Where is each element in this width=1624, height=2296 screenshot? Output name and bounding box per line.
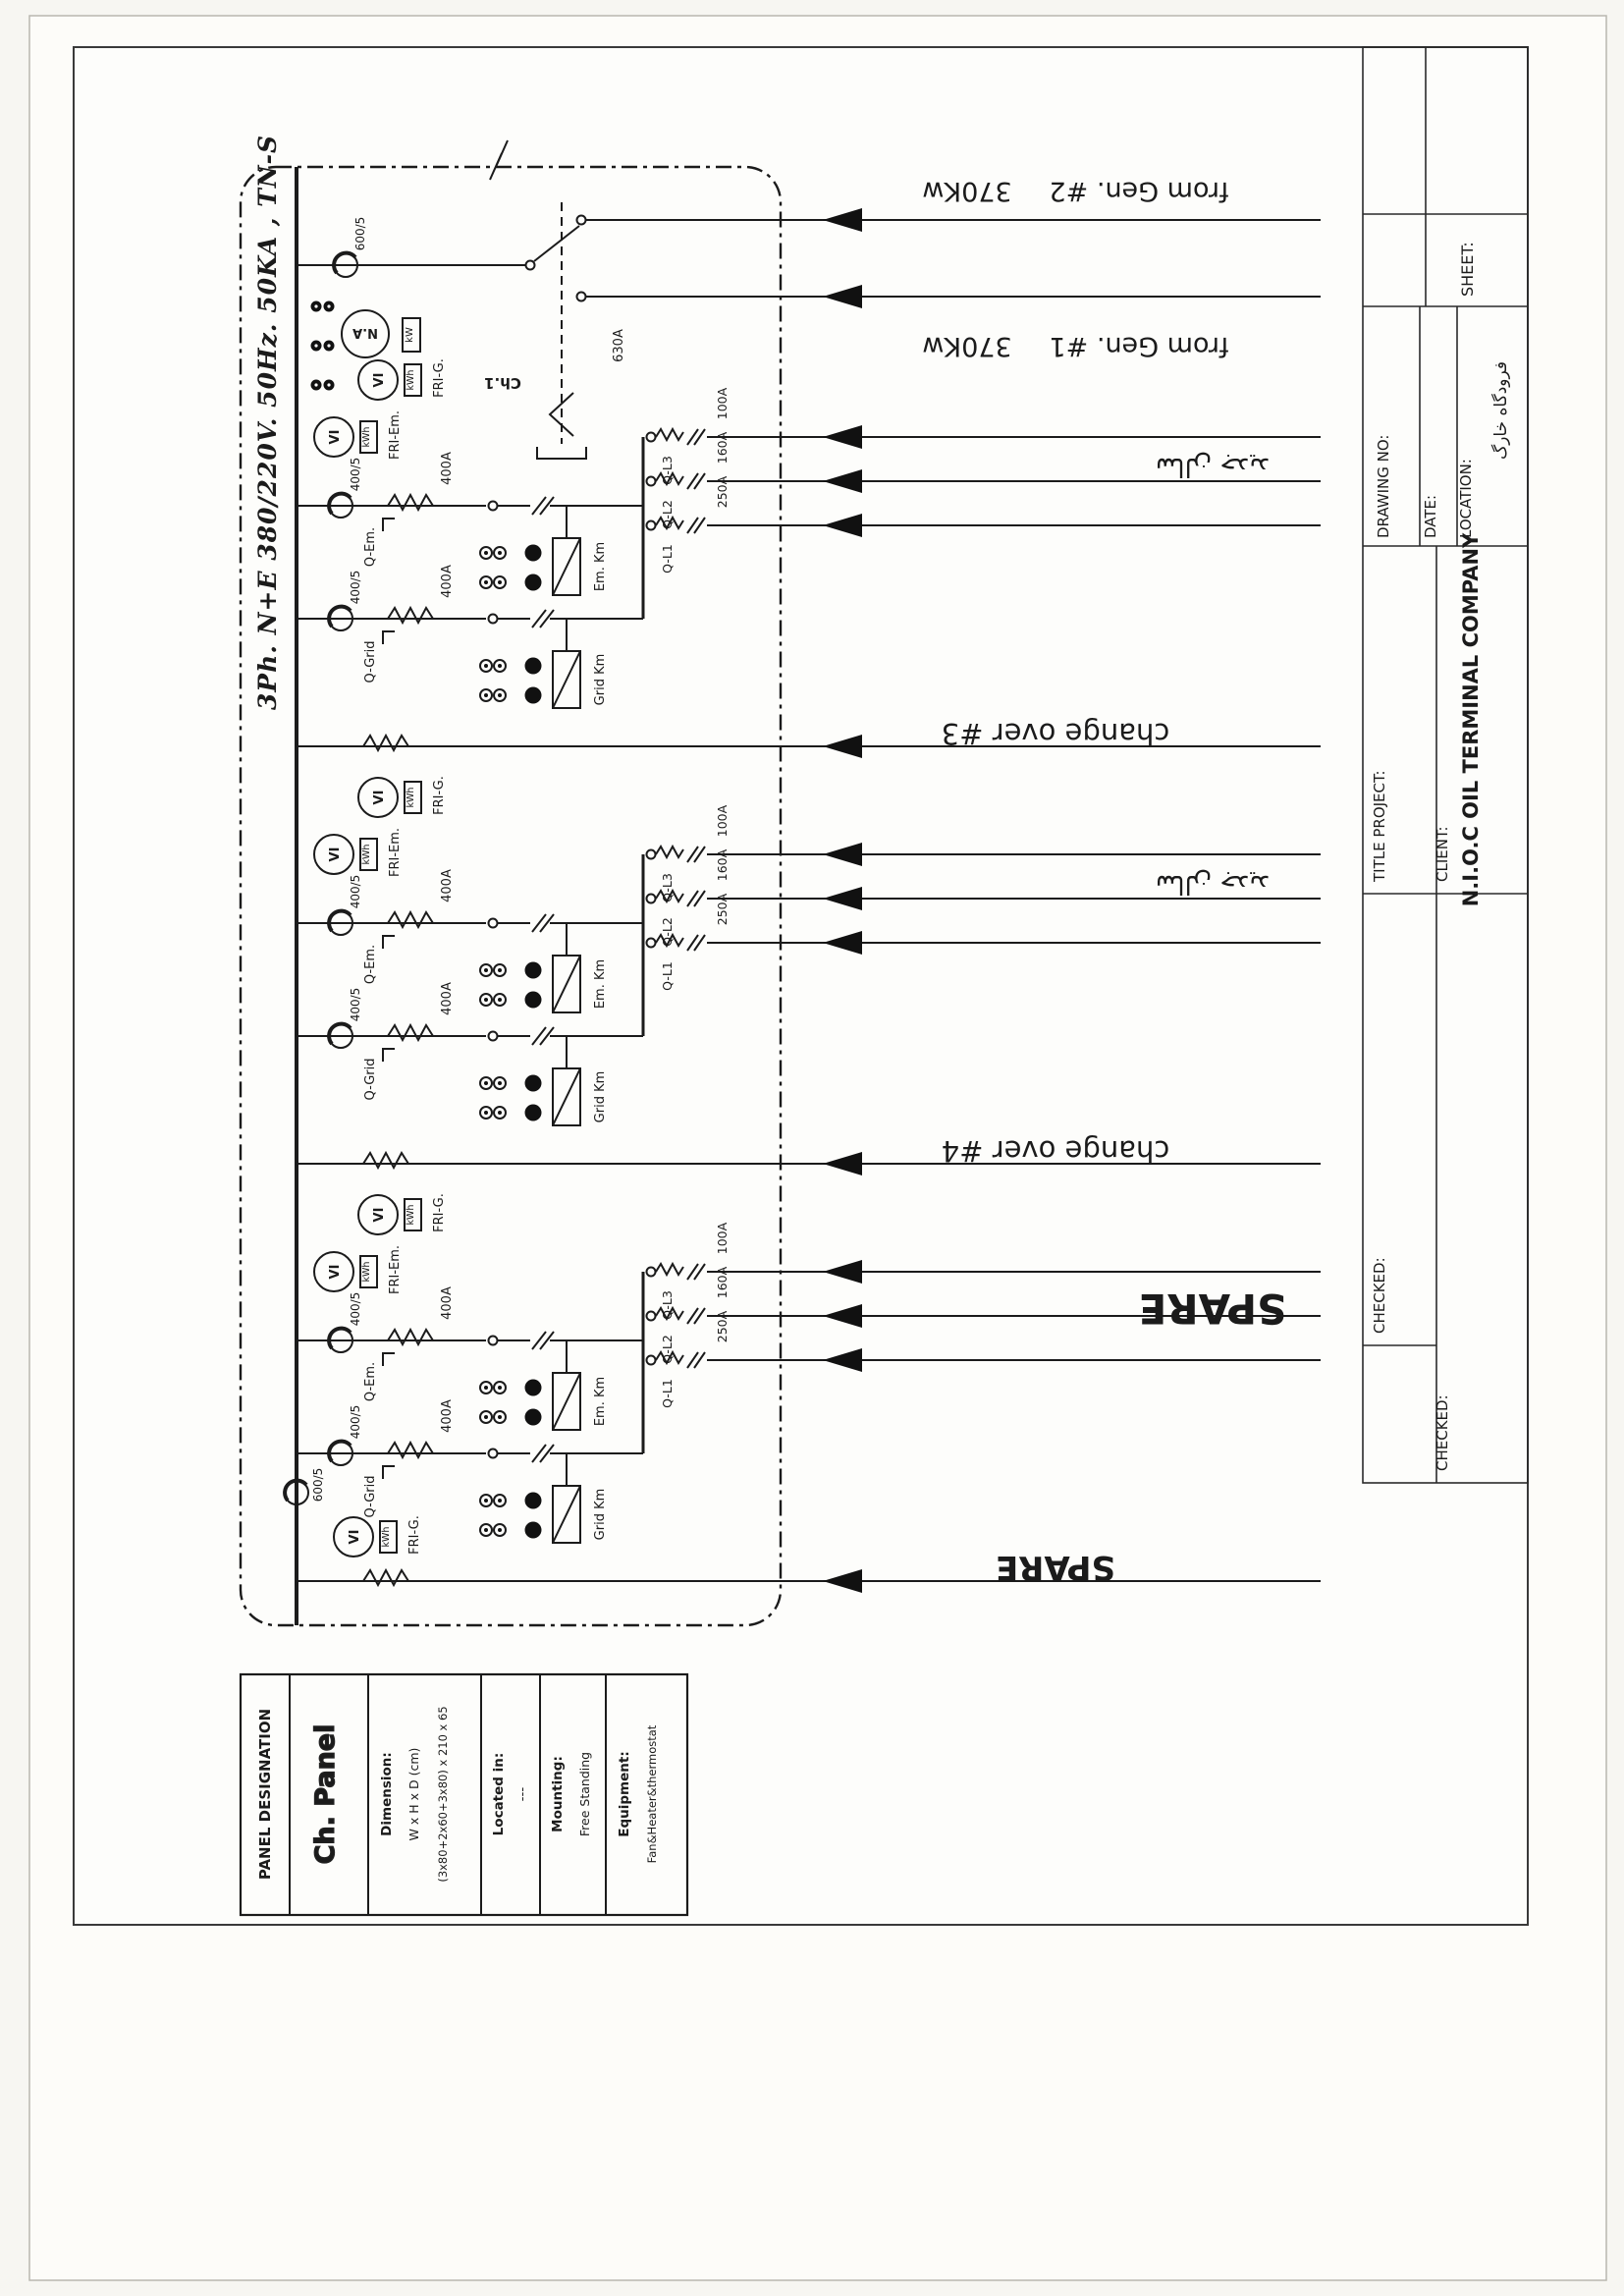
ct-ratio: 400/5 (349, 1404, 362, 1440)
outgoing-rating: 250A (715, 475, 730, 509)
equipment-label: Equipment: (617, 1751, 632, 1837)
client-value: N.I.O.C OIL TERMINAL COMPANY (1459, 532, 1483, 907)
drawing-frame (74, 47, 1528, 1925)
breaker-tag: Q-Grid (363, 1058, 378, 1101)
table-header: PANEL DESIGNATION (256, 1708, 274, 1881)
outgoing-tag: Q-L3 (660, 456, 675, 485)
meter-grid-tag: FRI-G. (432, 358, 447, 398)
panel-name: Ch. Panel (310, 1723, 341, 1865)
outgoing-tag: Q-L3 (660, 1290, 675, 1320)
ct-ratio: 400/5 (349, 457, 362, 492)
outgoing-tag: Q-L2 (660, 917, 675, 947)
meter-face: VI (348, 1529, 362, 1545)
located-value: --- (514, 1786, 530, 1802)
ct-ratio: 400/5 (349, 1291, 362, 1327)
meter-unit: kWh (361, 844, 372, 865)
load-label: SPARE (1138, 1285, 1287, 1333)
equipment-value: Fan&Heater&thermostat (645, 1724, 659, 1864)
meter-grid-tag: FRI-G. (432, 776, 447, 815)
location-value: فرودگاه خارگ (1491, 361, 1511, 460)
load-label: سالن جديد (1155, 452, 1271, 481)
breaker-rating: 400A (440, 1286, 455, 1320)
system-note: 3Ph. N+E 380/220V. 50Hz. 50KA , TN-S (253, 134, 282, 711)
located-label: Located in: (491, 1752, 507, 1836)
ct-ratio: 400/5 (349, 570, 362, 605)
incomer-meter-unit: kW (405, 327, 415, 343)
dimension-formula: W x H x D (cm) (406, 1747, 421, 1841)
meter-unit: kWh (406, 787, 416, 808)
meter-face: VI (372, 790, 387, 805)
panel-designation-table (241, 1674, 687, 1915)
outgoing-rating: 160A (715, 1266, 730, 1299)
meter-face: VI (328, 429, 343, 445)
feeder-label: change over #3 (941, 717, 1170, 750)
ct-ratio: 600/5 (311, 1467, 325, 1503)
outgoing-rating: 250A (715, 893, 730, 926)
meter-em-tag: FRI-Em. (388, 827, 403, 878)
contactor-tag: Em. Km (593, 1376, 608, 1427)
outgoing-tag: Q-L2 (660, 500, 675, 529)
source-1-power: 370Kw (922, 176, 1012, 206)
ct-ratio: 400/5 (349, 987, 362, 1022)
incomer-switch-rating: 630A (612, 329, 626, 362)
outgoing-tag: Q-L1 (660, 544, 675, 574)
sheet-label: SHEET: (1458, 242, 1477, 297)
dimension-label: Dimension: (379, 1752, 395, 1836)
breaker-rating: 400A (440, 452, 455, 485)
feeder-label: SPARE (995, 1548, 1116, 1587)
breaker-tag: Q-Grid (363, 1475, 378, 1518)
meter-unit: kWh (361, 426, 372, 448)
dimension-value: (3x80+2x60+3x80) x 210 x 65 (436, 1706, 450, 1883)
checked-right-label: CHECKED: (1434, 1394, 1451, 1471)
contactor-tag: Grid Km (593, 1488, 608, 1541)
breaker-tag: Q-Em. (363, 526, 378, 568)
outgoing-rating: 100A (715, 1222, 730, 1255)
outgoing-rating: 100A (715, 804, 730, 838)
outgoing-rating: 100A (715, 387, 730, 420)
outgoing-tag: Q-L2 (660, 1335, 675, 1364)
meter-face: VI (372, 1207, 387, 1223)
contactor-tag: Grid Km (593, 1070, 608, 1123)
meter-tag: FRI-G. (407, 1515, 422, 1555)
outgoing-rating: 160A (715, 848, 730, 882)
breaker-rating: 400A (440, 982, 455, 1015)
meter-em-tag: FRI-Em. (388, 410, 403, 461)
incomer-meter-face: N.A (352, 325, 378, 340)
drawing-no-label: DRAWING NO: (1375, 434, 1392, 538)
meter-unit: kWh (406, 1204, 416, 1226)
contactor-tag: Em. Km (593, 541, 608, 592)
location-label: LOCATION: (1457, 459, 1475, 538)
breaker-rating: 400A (440, 565, 455, 598)
meter-unit: kWh (406, 369, 416, 391)
client-label: CLIENT: (1434, 826, 1451, 882)
source-2-label: from Gen. #1 (1049, 331, 1229, 361)
meter-face: VI (328, 847, 343, 862)
breaker-rating: 400A (440, 1399, 455, 1433)
outgoing-tag: Q-L3 (660, 873, 675, 902)
mounting-label: Mounting: (550, 1756, 566, 1832)
outgoing-tag: Q-L1 (660, 961, 675, 991)
breaker-tag: Q-Em. (363, 944, 378, 985)
meter-face: VI (372, 372, 387, 388)
outgoing-tag: Q-L1 (660, 1379, 675, 1408)
incomer-switch-tag: Ch.1 (484, 374, 521, 392)
source-2-power: 370Kw (922, 331, 1012, 361)
contactor-tag: Em. Km (593, 958, 608, 1010)
title-project-label: TITLE PROJECT: (1371, 770, 1388, 882)
mounting-value: Free Standing (577, 1751, 592, 1837)
meter-unit: kWh (381, 1526, 392, 1548)
meter-face: VI (328, 1264, 343, 1280)
ct-ratio: 400/5 (349, 874, 362, 909)
feeder-label: change over #4 (941, 1134, 1170, 1168)
load-label: سالن جديد (1155, 869, 1271, 899)
date-label: DATE: (1422, 494, 1439, 538)
outgoing-rating: 160A (715, 431, 730, 465)
outgoing-rating: 250A (715, 1310, 730, 1343)
breaker-tag: Q-Em. (363, 1361, 378, 1402)
meter-em-tag: FRI-Em. (388, 1244, 403, 1295)
breaker-rating: 400A (440, 869, 455, 902)
meter-grid-tag: FRI-G. (432, 1193, 447, 1232)
meter-unit: kWh (361, 1261, 372, 1283)
incomer-ct-ratio: 600/5 (353, 216, 367, 251)
breaker-tag: Q-Grid (363, 640, 378, 683)
checked-left-label: CHECKED: (1371, 1257, 1388, 1334)
contactor-tag: Grid Km (593, 653, 608, 706)
source-1-label: from Gen. #2 (1049, 176, 1229, 206)
